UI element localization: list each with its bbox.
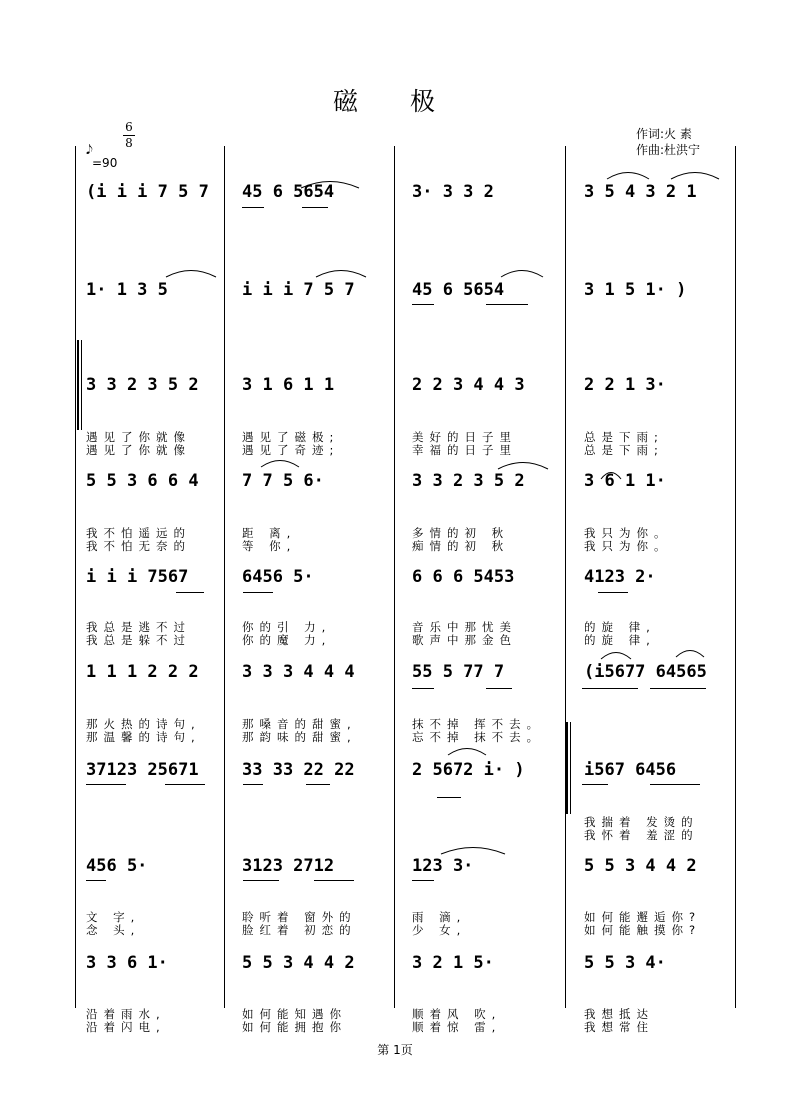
lyric-block xyxy=(412,911,557,937)
measure xyxy=(584,661,729,687)
lyric-block xyxy=(412,527,557,553)
lyric-block xyxy=(242,1008,387,1034)
lyric-line xyxy=(86,924,231,937)
lyric-line xyxy=(584,1021,729,1034)
slur-mark xyxy=(260,456,300,468)
lyric-text: 总是下雨; xyxy=(584,430,664,444)
lyric-text: 顺着惊 雷, xyxy=(412,1020,502,1034)
notation-text: 2 2 3 4 4 3 xyxy=(412,375,525,395)
tempo-marking xyxy=(86,120,146,170)
lyric-block xyxy=(242,911,387,937)
repeat-end-thin xyxy=(570,722,571,814)
lyric-block xyxy=(242,621,387,647)
lyric-block xyxy=(86,527,231,553)
lyric-text: 聆听着 窗外的 xyxy=(242,910,357,924)
lyric-text: 我怀着 羞涩的 xyxy=(584,828,699,842)
lyric-block xyxy=(584,621,729,647)
lyric-text: 我总是躲不过 xyxy=(86,633,191,647)
beam-underline xyxy=(243,592,273,593)
lyric-block xyxy=(412,431,557,457)
measure xyxy=(242,855,387,881)
lyric-block xyxy=(86,718,231,744)
measure xyxy=(86,470,231,496)
beam-underline xyxy=(86,880,106,881)
lyric-line xyxy=(412,924,557,937)
measure xyxy=(242,759,387,785)
beam-underline xyxy=(412,304,434,305)
measure xyxy=(242,952,387,978)
notation-text: 3 6 1 1· xyxy=(584,471,666,491)
measure xyxy=(86,374,231,400)
lyric-text: 沿着闪电, xyxy=(86,1020,166,1034)
measure xyxy=(584,181,729,207)
lyric-text: 文 字, xyxy=(86,910,141,924)
lyric-text: 那温馨的诗句, xyxy=(86,730,201,744)
lyric-text: 那火热的诗句, xyxy=(86,717,201,731)
lyric-line xyxy=(242,634,387,647)
lyric-text: 距 离, xyxy=(242,526,297,540)
lyric-text: 沿着雨水, xyxy=(86,1007,166,1021)
notation-text: 7 7 5 6· xyxy=(242,471,324,491)
notation-text: 45 6 5654 xyxy=(242,182,335,202)
slur-mark xyxy=(315,266,367,278)
notation-text: i i i 7567 xyxy=(86,567,189,587)
lyric-line xyxy=(242,924,387,937)
notation-text: i567 6456 xyxy=(584,760,677,780)
beam-underline xyxy=(306,784,330,785)
beam-underline xyxy=(302,207,328,208)
measure xyxy=(584,279,729,305)
lyric-line xyxy=(412,1021,557,1034)
lyric-line xyxy=(86,1021,231,1034)
lyric-block xyxy=(86,431,231,457)
composer-credit: 作曲:杜洪宁 xyxy=(636,143,701,157)
notation-text: 3 2 1 5· xyxy=(412,953,494,973)
lyric-text: 那韵味的甜蜜, xyxy=(242,730,357,744)
lyric-text: 总是下雨; xyxy=(584,443,664,457)
slur-mark xyxy=(300,177,360,189)
beam-underline xyxy=(176,592,204,593)
lyric-line xyxy=(412,731,557,744)
repeat-end-thick xyxy=(566,722,568,814)
measure xyxy=(86,661,231,687)
barline-2 xyxy=(394,146,395,1008)
lyric-text: 抹不掉 挥不去。 xyxy=(412,717,545,731)
lyric-text: 的旋 律, xyxy=(584,633,656,647)
repeat-bar-thick xyxy=(77,340,79,430)
notation-text: 3 3 3 4 4 4 xyxy=(242,662,355,682)
lyric-line xyxy=(242,1021,387,1034)
measure xyxy=(86,759,231,785)
measure xyxy=(412,374,557,400)
lyric-text: 如何能邂逅你? xyxy=(584,910,702,924)
lyric-line xyxy=(412,444,557,457)
notation-text: 6456 5· xyxy=(242,567,314,587)
beam-underline xyxy=(598,592,628,593)
lyricist-credit: 作词:火 素 xyxy=(636,127,692,141)
lyric-line xyxy=(584,540,729,553)
lyric-text: 如何能知遇你 xyxy=(242,1007,347,1021)
measure xyxy=(86,952,231,978)
beam-underline xyxy=(650,688,706,689)
notation-text: 5 5 3 4 4 2 xyxy=(242,953,355,973)
slur-mark xyxy=(600,648,632,660)
slur-mark xyxy=(675,646,705,658)
slur-mark xyxy=(447,744,487,756)
notation-text: 2 5672 i· ) xyxy=(412,760,525,780)
lyric-text: 我只为你。 xyxy=(584,539,672,553)
measure xyxy=(412,470,557,496)
measure xyxy=(584,566,729,592)
slur-mark xyxy=(165,266,217,278)
notation-text: (i5677 64565 xyxy=(584,662,707,682)
lyric-text: 我不怕遥远的 xyxy=(86,526,191,540)
page-number: 第 1页 xyxy=(377,1043,413,1057)
measure xyxy=(242,470,387,496)
tempo-value: =90 xyxy=(92,156,118,170)
lyric-line xyxy=(86,731,231,744)
measure xyxy=(584,759,729,785)
lyric-block xyxy=(86,621,231,647)
barline-3 xyxy=(565,146,566,1008)
beam-underline xyxy=(437,797,461,798)
lyric-text: 顺着风 吹, xyxy=(412,1007,502,1021)
lyric-block xyxy=(242,527,387,553)
lyric-text: 我只为你。 xyxy=(584,526,672,540)
lyric-text: 忘不掉 抹不去。 xyxy=(412,730,545,744)
lyric-text: 念 头, xyxy=(86,923,141,937)
notation-text: i i i 7 5 7 xyxy=(242,280,355,300)
lyric-block xyxy=(412,718,557,744)
measure xyxy=(412,566,557,592)
lyric-line xyxy=(242,731,387,744)
notation-text: 3123 2712 xyxy=(242,856,335,876)
slur-mark xyxy=(440,843,506,855)
lyric-text: 遇见了你就像 xyxy=(86,443,191,457)
lyric-text: 遇见了你就像 xyxy=(86,430,191,444)
slur-mark xyxy=(670,168,720,180)
measure xyxy=(242,566,387,592)
measure xyxy=(584,952,729,978)
slur-mark xyxy=(497,458,549,470)
beam-underline xyxy=(650,784,700,785)
measure xyxy=(412,855,557,881)
notation-text: 1· 1 3 5 xyxy=(86,280,168,300)
measure xyxy=(242,374,387,400)
lyric-line xyxy=(584,924,729,937)
notation-text: 45 6 5654 xyxy=(412,280,505,300)
lyric-text: 我不怕无奈的 xyxy=(86,539,191,553)
lyric-line xyxy=(242,540,387,553)
notation-text: 2 2 1 3· xyxy=(584,375,666,395)
lyric-text: 你的引 力, xyxy=(242,620,332,634)
lyric-block xyxy=(86,911,231,937)
lyric-text: 你的魔 力, xyxy=(242,633,332,647)
lyric-text: 我总是逃不过 xyxy=(86,620,191,634)
beam-underline xyxy=(486,304,528,305)
lyric-line xyxy=(584,829,729,842)
measure xyxy=(412,759,557,785)
measure xyxy=(86,855,231,881)
notation-text: 123 3· xyxy=(412,856,474,876)
notation-text: 5 5 3 6 6 4 xyxy=(86,471,199,491)
lyric-text: 美好的日子里 xyxy=(412,430,517,444)
lyric-text: 多情的初 秋 xyxy=(412,526,510,540)
measure xyxy=(412,952,557,978)
slur-mark xyxy=(606,168,650,180)
notation-text: 55 5 77 7 xyxy=(412,662,505,682)
slur-mark xyxy=(600,468,622,480)
notation-text: 3· 3 3 2 xyxy=(412,182,494,202)
lyric-text: 歌声中那金色 xyxy=(412,633,517,647)
lyric-text: 的旋 律, xyxy=(584,620,656,634)
notation-text: 3 1 5 1· ) xyxy=(584,280,687,300)
lyric-block xyxy=(86,1008,231,1034)
beam-underline xyxy=(86,784,126,785)
lyric-block xyxy=(584,527,729,553)
notation-text: 6 6 6 5453 xyxy=(412,567,515,587)
lyric-line xyxy=(584,444,729,457)
measure xyxy=(242,661,387,687)
lyric-block xyxy=(412,621,557,647)
notation-text: 3 3 6 1· xyxy=(86,953,168,973)
notation-text: 1 1 1 2 2 2 xyxy=(86,662,199,682)
lyric-line xyxy=(86,634,231,647)
lyric-text: 遇见了奇迹; xyxy=(242,443,340,457)
barline-4 xyxy=(735,146,736,1008)
notation-text: 3 5 4 3 2 1 xyxy=(584,182,697,202)
measure xyxy=(86,566,231,592)
notation-text: 3 3 2 3 5 2 xyxy=(86,375,199,395)
beam-underline xyxy=(412,688,434,689)
beam-underline xyxy=(242,207,264,208)
lyric-block xyxy=(584,431,729,457)
slur-mark xyxy=(500,266,544,278)
lyric-block xyxy=(242,431,387,457)
lyric-block xyxy=(584,1008,729,1034)
lyric-block xyxy=(412,1008,557,1034)
beam-underline xyxy=(582,784,608,785)
lyric-text: 我想常住 xyxy=(584,1020,654,1034)
repeat-bar-thin xyxy=(81,340,82,430)
measure xyxy=(86,279,231,305)
lyric-text: 我想抵达 xyxy=(584,1007,654,1021)
note-icon: 𝅘𝅥𝅮 xyxy=(86,143,93,158)
lyric-line xyxy=(412,634,557,647)
measure xyxy=(412,181,557,207)
notation-text: 456 5· xyxy=(86,856,148,876)
lyric-block xyxy=(584,816,729,842)
lyric-line xyxy=(86,540,231,553)
notation-text: (i i i 7 5 7 xyxy=(86,182,209,202)
notation-text: 37123 25671 xyxy=(86,760,199,780)
meter-denominator: 8 xyxy=(125,136,133,150)
beam-underline xyxy=(486,688,512,689)
lyric-text: 幸福的日子里 xyxy=(412,443,517,457)
lyric-line xyxy=(86,444,231,457)
beam-underline xyxy=(582,688,638,689)
lyric-text: 音乐中那忧美 xyxy=(412,620,517,634)
measure xyxy=(584,855,729,881)
measure xyxy=(86,181,231,207)
lyric-text: 痴情的初 秋 xyxy=(412,539,510,553)
lyric-block xyxy=(242,718,387,744)
measure xyxy=(584,374,729,400)
lyric-text: 少 女, xyxy=(412,923,467,937)
measure xyxy=(412,661,557,687)
meter-numerator: 6 xyxy=(125,120,133,134)
beam-underline xyxy=(243,880,279,881)
beam-underline xyxy=(243,784,263,785)
lyric-text: 如何能拥抱你 xyxy=(242,1020,347,1034)
left-bracket-line xyxy=(75,146,76,1008)
lyric-text: 那嗓音的甜蜜, xyxy=(242,717,357,731)
lyric-text: 雨 滴, xyxy=(412,910,467,924)
lyric-text: 脸红着 初恋的 xyxy=(242,923,357,937)
song-title: 磁 极 xyxy=(333,87,457,116)
lyric-text: 我揣着 发烫的 xyxy=(584,815,699,829)
lyric-line xyxy=(584,634,729,647)
lyric-text: 遇见了磁极; xyxy=(242,430,340,444)
lyric-line xyxy=(412,540,557,553)
notation-text: 33 33 22 22 xyxy=(242,760,355,780)
beam-underline xyxy=(165,784,205,785)
notation-text: 3 3 2 3 5 2 xyxy=(412,471,525,491)
beam-underline xyxy=(314,880,354,881)
notation-text: 4123 2· xyxy=(584,567,656,587)
beam-underline xyxy=(412,880,434,881)
notation-text: 5 5 3 4· xyxy=(584,953,666,973)
notation-text: 5 5 3 4 4 2 xyxy=(584,856,697,876)
lyric-text: 如何能触摸你? xyxy=(584,923,702,937)
lyric-text: 等 你, xyxy=(242,539,297,553)
notation-text: 3 1 6 1 1 xyxy=(242,375,335,395)
lyric-block xyxy=(584,911,729,937)
measure xyxy=(412,279,557,305)
measure xyxy=(242,279,387,305)
